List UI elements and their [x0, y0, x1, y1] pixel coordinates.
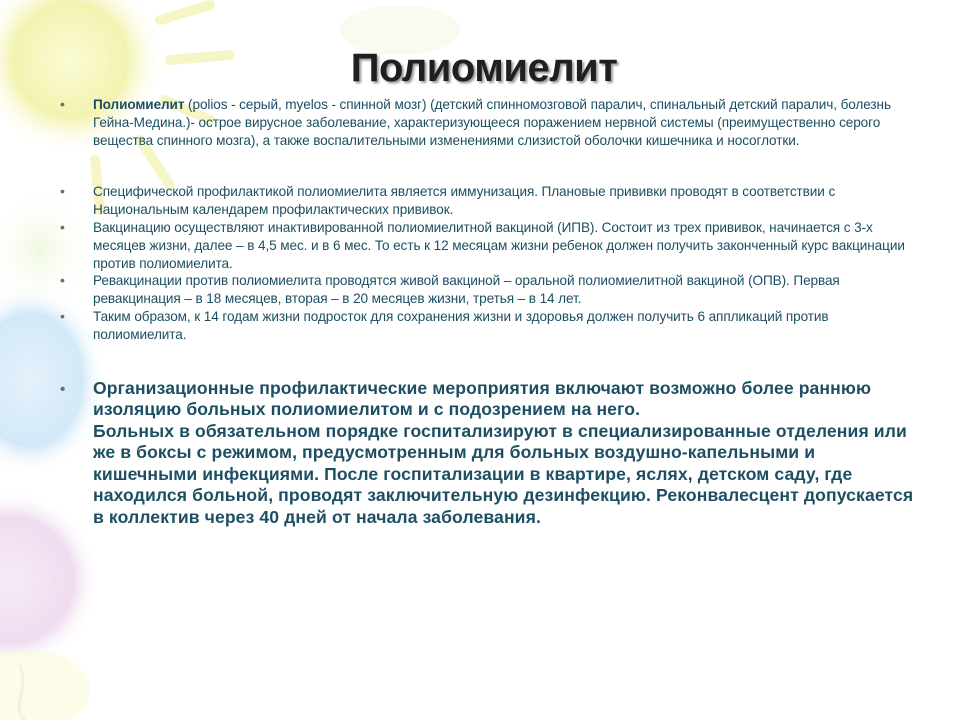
bullet-prophylaxis	[56, 183, 916, 219]
bullet-summary	[56, 308, 916, 344]
bullet-revaccination	[56, 272, 916, 308]
revaccination-text: Ревакцинации против полиомиелита проводятся живой вакциной – оральной полиомиелитной вакциной (ОПВ). Первая ревакцинация – в 18 месяцев, вторая – в 20 месяцев жизни, третья – в 14 лет.	[93, 273, 840, 307]
slide-title: Полиомиелит	[350, 46, 618, 90]
prophylaxis-text: Специфической профилактикой полиомиелита является иммунизация. Плановые прививки проводят в соответствии с Национальным календарем профилактических прививок.	[93, 184, 836, 218]
bullet-organizational	[56, 378, 916, 529]
bullet-dot: •	[60, 96, 65, 112]
bullet-vaccination	[56, 219, 916, 272]
bullet-dot: •	[60, 307, 65, 324]
vaccination-text: Вакцинацию осуществляют инактивированной полиомиелитной вакциной (ИПВ). Состоит из трех прививок, начинается с 3-х месяцев жизни, далее – в 4,5 мес. и в 6 мес. То есть к 12 месяцам жизни ребенок должен получить законченный курс вакцинации против полиомиелита.	[93, 219, 905, 271]
bullet-dot: •	[60, 380, 66, 398]
definition-term: Полиомиелит	[93, 97, 185, 112]
summary-text: Таким образом, к 14 годам жизни подросток для сохранения жизни и здоровья должен получить 6 аппликаций против полиомиелита.	[93, 308, 829, 342]
slide-content	[56, 96, 916, 528]
bullet-dot: •	[60, 218, 65, 235]
bullet-definition	[56, 96, 916, 149]
yellow-corner-decoration	[0, 650, 90, 720]
organizational-text-2: Больных в обязательном порядке госпитализируют в специализированные отделения или же в боксы с режимом, предусмотренным для больных воздушно-капельными и кишечными инфекциями. После госпитализации в квартире, яслях, детском саду, где находился больной, проводят заключительную дезинфекцию. Реконвалесцент допускается в коллектив через 40 дней от начала заболевания.	[93, 420, 914, 527]
bullet-dot: •	[60, 183, 65, 200]
definition-text: (polios - серый, myelos - спинной мозг) (детский спинномозговой паралич, спинальный детский паралич, болезнь Гейна-Медина.)- острое вирусное заболевание, характеризующееся поражением нервной системы (преимущественно серого вещества спинного мозга), а также воспалительными изменениями слизистой оболочки кишечника и носоглотки.	[93, 97, 891, 148]
bullet-dot: •	[60, 272, 65, 289]
organizational-text-1: Организационные профилактические мероприятия включают возможно более раннюю изоляцию больных полиомиелитом и с подозрением на него.	[93, 377, 872, 420]
